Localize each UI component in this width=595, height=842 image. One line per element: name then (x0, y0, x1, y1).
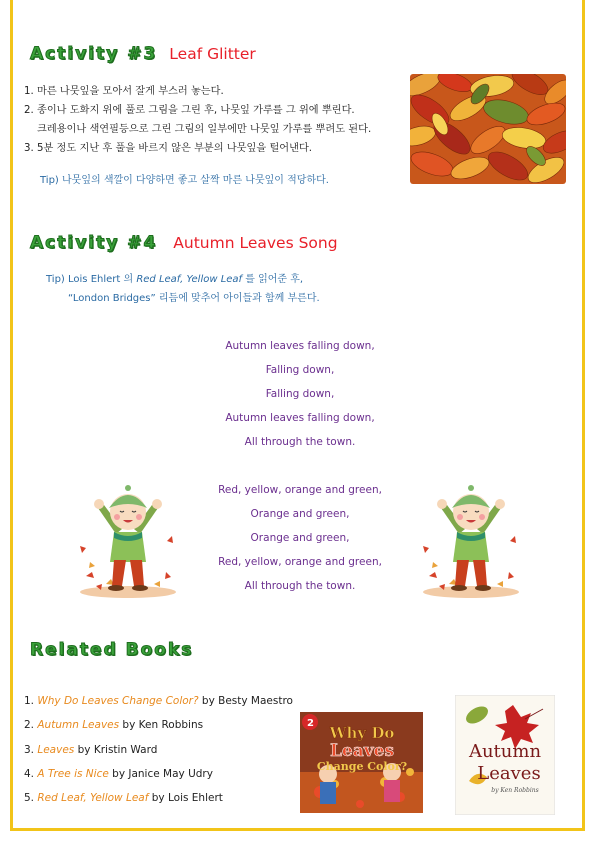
kid-with-leaves-illustration-right (419, 476, 523, 598)
step-text: 마른 나뭇잎을 모아서 잘게 부스러 놓는다. (37, 86, 224, 97)
activity4-heading (30, 233, 338, 253)
step-text: 종이나 도화지 위에 풀로 그림을 그린 후, 나뭇잎 가루를 그 위에 뿌린다. (37, 105, 355, 116)
song-line: Red, yellow, orange and green, (218, 484, 382, 496)
cover-author: by Ken Robbins (491, 787, 539, 794)
book-title: A Tree is Nice (37, 767, 109, 780)
step-text: 크레용이나 색연필등으로 그린 그림의 일부에만 나뭇잎 가루를 뿌려도 된다. (37, 124, 372, 135)
cover-title-leaves: Leaves (477, 763, 541, 784)
kid-with-leaves-illustration-left (76, 476, 180, 598)
book-title: Autumn Leaves (37, 719, 120, 732)
song-line: Orange and green, (250, 532, 350, 544)
svg-text:Leaves: Leaves (329, 741, 395, 761)
book-author: by Lois Ehlert (148, 792, 223, 805)
tip-book-title: Red Leaf, Yellow Leaf (136, 274, 243, 285)
step-row: 3. 5분 정도 지난 후 풀을 바르지 않은 부분의 나뭇잎을 털어낸다. (24, 139, 424, 158)
book-cover-why-do-leaves (300, 712, 423, 813)
step-row (24, 120, 424, 139)
activity3-label: Activity #3 (30, 44, 158, 64)
cover-title-autumn: Autumn (468, 741, 542, 762)
song-verse1 (180, 334, 420, 454)
activity3-tip: Tip) 나뭇잎의 색깔이 다양하면 좋고 살짝 마른 나뭇잎이 적당하다. (40, 175, 329, 186)
svg-text:Change Color?: Change Color? (316, 760, 408, 773)
song-verse2 (180, 478, 420, 598)
step-row: 1. 마른 나뭇잎을 모아서 잘게 부스러 놓는다. (24, 82, 424, 101)
book-item: 4. A Tree is Nice by Janice May Udry (24, 767, 213, 780)
book-author: by Janice May Udry (108, 767, 213, 780)
book-title: Red Leaf, Yellow Leaf (37, 792, 149, 805)
activity3-heading (30, 44, 256, 64)
activity4-title: Autumn Leaves Song (173, 234, 338, 252)
book-cover-autumn-leaves (455, 695, 555, 815)
activity4-tip (46, 270, 320, 308)
related-books-list (24, 689, 293, 810)
activity4-tip-line2: “London Bridges” 리듬에 맞추어 아이들과 함께 부른다. (68, 293, 320, 304)
related-books-heading (30, 640, 193, 660)
song-line: Red, yellow, orange and green, (218, 556, 382, 568)
book-title: Why Do Leaves Change Color? (37, 695, 199, 707)
book-item: 2. Autumn Leaves by Ken Robbins (24, 719, 204, 732)
book-title: Leaves (37, 743, 75, 756)
song-line: All through the town. (244, 580, 356, 592)
song-line: Falling down, (265, 388, 335, 400)
activity3-steps (24, 82, 424, 158)
autumn-leaves-photo (410, 74, 566, 184)
song-line: All through the town. (244, 436, 356, 448)
song-line: Falling down, (265, 364, 335, 376)
book-item: 3. Leaves by Kristin Ward (24, 743, 158, 756)
activity4-label: Activity #4 (30, 233, 158, 253)
step-row: 2. 종이나 도화지 위에 풀로 그림을 그린 후, 나뭇잎 가루를 그 위에 뿌린다. (24, 101, 424, 120)
step-text: 5분 정도 지난 후 풀을 바르지 않은 부분의 나뭇잎을 털어낸다. (37, 143, 313, 154)
book-author: by Kristin Ward (74, 743, 158, 756)
song-line: Orange and green, (250, 508, 350, 520)
svg-text:2: 2 (307, 718, 314, 729)
svg-text:Why Do: Why Do (329, 724, 395, 742)
book-author: by Besty Maestro (198, 695, 293, 707)
song-line: Autumn leaves falling down, (225, 412, 375, 424)
activity3-title: Leaf Glitter (169, 45, 256, 63)
activity4-tip-line1: Tip) Lois Ehlert 의 Red Leaf, Yellow Leaf 를 읽어준 후, (46, 274, 304, 285)
related-books-label: Related Books (30, 640, 194, 660)
book-author: by Ken Robbins (119, 719, 204, 732)
book-item: 5. Red Leaf, Yellow Leaf by Lois Ehlert (24, 792, 223, 805)
song-line: Autumn leaves falling down, (225, 340, 375, 352)
book-item: 1. Why Do Leaves Change Color? by Besty Maestro (24, 695, 293, 707)
